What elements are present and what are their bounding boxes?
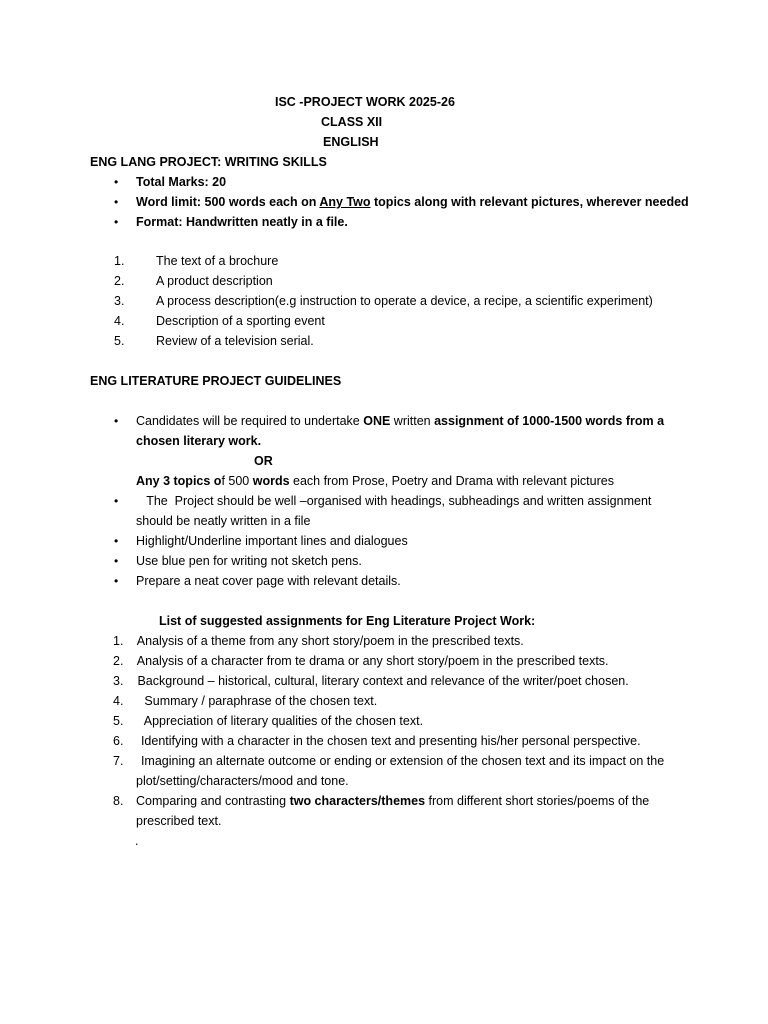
- assignment-number: 7.: [113, 754, 124, 768]
- assignment-text: [136, 791, 649, 811]
- guideline-text: written: [390, 414, 435, 428]
- guideline-text: Candidates will be required to undertake: [136, 414, 364, 428]
- topic-text: Description of a sporting event: [156, 314, 325, 328]
- assignment-emphasis: two characters/themes: [289, 794, 426, 808]
- topic-number: 1.: [114, 254, 125, 268]
- assignment-number: 6.: [113, 734, 124, 748]
- word-limit: [136, 192, 689, 212]
- guideline-organisation: The Project should be well –organised with headings, subheadings and written assignment: [136, 494, 652, 508]
- guideline-emphasis: assignment of 1000-1500 words from a: [434, 414, 665, 428]
- assignment-fragment: Comparing and contrasting: [136, 794, 290, 808]
- bullet-icon: •: [114, 414, 119, 428]
- bullet-icon: •: [114, 195, 119, 209]
- bullet-icon: •: [114, 574, 119, 588]
- assignment-text: Imagining an alternate outcome or ending or extension of the chosen text and its impact on the: [134, 754, 665, 768]
- guideline-assignment: [136, 411, 664, 431]
- assignment-number: 2.: [113, 654, 124, 668]
- word-limit-text-end: topics along with relevant pictures, wherever needed: [370, 195, 689, 209]
- bullet-icon: •: [114, 494, 119, 508]
- topic-number: 4.: [114, 314, 125, 328]
- assignment-text: Appreciation of literary qualities of the chosen text.: [134, 714, 424, 728]
- guideline-pen: Use blue pen for writing not sketch pens.: [136, 554, 362, 568]
- bullet-icon: •: [114, 215, 119, 229]
- assignment-text: Identifying with a character in the chosen text and presenting his/her personal perspective.: [134, 734, 641, 748]
- guideline-text: f 500: [221, 474, 253, 488]
- assignment-number: 4.: [113, 694, 124, 708]
- assignment-text: Analysis of a character from te drama or any short story/poem in the prescribed texts.: [134, 654, 609, 668]
- assignments-heading: List of suggested assignments for Eng Literature Project Work:: [159, 614, 536, 628]
- assignment-number: 3.: [113, 674, 124, 688]
- assignment-text-cont: prescribed text.: [136, 814, 222, 828]
- topic-number: 2.: [114, 274, 125, 288]
- doc-title: ISC -PROJECT WORK 2025-26: [275, 95, 455, 109]
- bullet-icon: •: [114, 554, 119, 568]
- or-separator: OR: [254, 454, 273, 468]
- topic-text: Review of a television serial.: [156, 334, 314, 348]
- assignment-number: 8.: [113, 794, 124, 808]
- topic-number: 5.: [114, 334, 125, 348]
- topic-text: A product description: [156, 274, 273, 288]
- assignment-text-cont: plot/setting/characters/mood and tone.: [136, 774, 349, 788]
- format-rule: Format: Handwritten neatly in a file.: [136, 215, 348, 229]
- assignment-text: Summary / paraphrase of the chosen text.: [134, 694, 378, 708]
- total-marks: Total Marks: 20: [136, 175, 227, 189]
- guideline-cover: Prepare a neat cover page with relevant details.: [136, 574, 401, 588]
- assignment-number: 5.: [113, 714, 124, 728]
- guideline-emphasis: Any 3 topics o: [136, 474, 222, 488]
- guideline-organisation-cont: should be neatly written in a file: [136, 514, 311, 528]
- bullet-icon: •: [114, 175, 119, 189]
- doc-subject: ENGLISH: [323, 135, 379, 149]
- guideline-emphasis: ONE: [363, 414, 391, 428]
- guideline-assignment-cont: chosen literary work.: [136, 434, 262, 448]
- topic-number: 3.: [114, 294, 125, 308]
- guideline-highlight: Highlight/Underline important lines and dialogues: [136, 534, 408, 548]
- topic-text: A process description(e.g instruction to operate a device, a recipe, a scientific experiment): [156, 294, 653, 308]
- word-limit-emphasis: Any Two: [319, 195, 371, 209]
- lang-project-heading: ENG LANG PROJECT: WRITING SKILLS: [90, 155, 327, 169]
- assignment-fragment: from different short stories/poems of the: [425, 794, 650, 808]
- topic-text: The text of a brochure: [156, 254, 279, 268]
- bullet-icon: •: [114, 534, 119, 548]
- guideline-text: each from Prose, Poetry and Drama with relevant pictures: [289, 474, 614, 488]
- assignment-text: Analysis of a theme from any short story/poem in the prescribed texts.: [134, 634, 524, 648]
- doc-class: CLASS XII: [321, 115, 383, 129]
- word-limit-text: Word limit: 500 words each on: [136, 195, 320, 209]
- guideline-emphasis: words: [252, 474, 290, 488]
- trailing-period: .: [135, 834, 139, 848]
- assignment-text: Background – historical, cultural, literary context and relevance of the writer/poet chosen.: [134, 674, 629, 688]
- guideline-alternative: [136, 471, 614, 491]
- lit-project-heading: ENG LITERATURE PROJECT GUIDELINES: [90, 374, 342, 388]
- assignment-number: 1.: [113, 634, 124, 648]
